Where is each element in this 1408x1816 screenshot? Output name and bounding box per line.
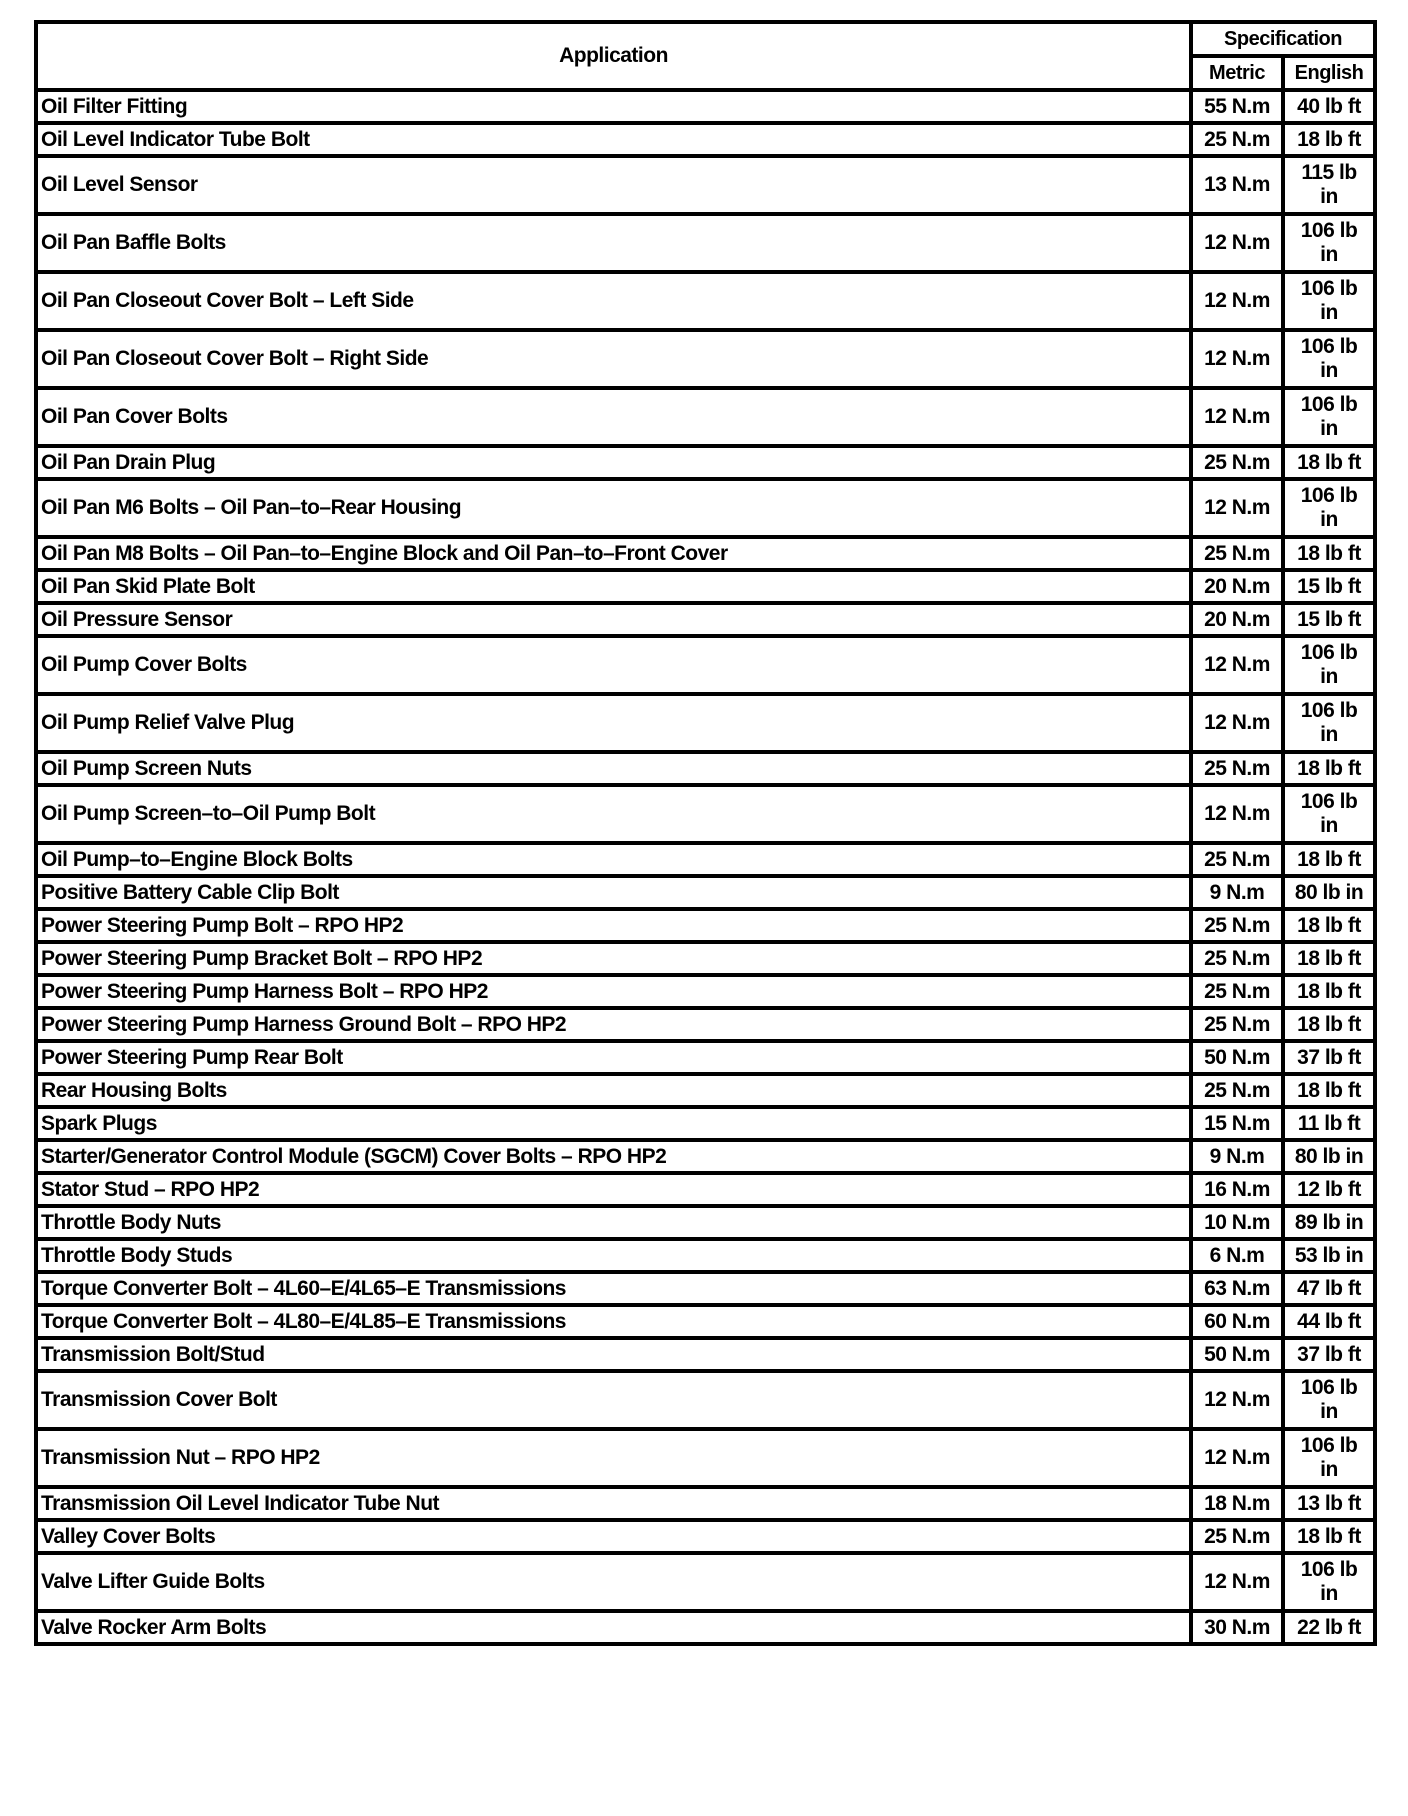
application-cell: Power Steering Pump Harness Ground Bolt – RPO HP2 bbox=[36, 1008, 1191, 1041]
application-cell: Oil Pan Closeout Cover Bolt – Right Side bbox=[36, 330, 1191, 388]
application-cell: Oil Pressure Sensor bbox=[36, 603, 1191, 636]
metric-cell: 55 N.m bbox=[1191, 90, 1283, 123]
metric-cell: 20 N.m bbox=[1191, 603, 1283, 636]
table-row bbox=[36, 1611, 1375, 1644]
table-row bbox=[36, 1041, 1375, 1074]
table-row bbox=[36, 909, 1375, 942]
application-cell: Oil Pan Baffle Bolts bbox=[36, 214, 1191, 272]
application-cell: Oil Pump Relief Valve Plug bbox=[36, 694, 1191, 752]
application-cell: Valve Lifter Guide Bolts bbox=[36, 1553, 1191, 1611]
table-row bbox=[36, 1140, 1375, 1173]
table-header bbox=[36, 22, 1375, 90]
english-cell: 15 lb ft bbox=[1283, 603, 1375, 636]
english-cell: 106 lb in bbox=[1283, 636, 1375, 694]
application-header: Application bbox=[36, 22, 1191, 90]
metric-cell: 12 N.m bbox=[1191, 272, 1283, 330]
metric-cell: 9 N.m bbox=[1191, 1140, 1283, 1173]
english-cell: 18 lb ft bbox=[1283, 942, 1375, 975]
english-cell: 106 lb in bbox=[1283, 479, 1375, 537]
table-row bbox=[36, 975, 1375, 1008]
application-cell: Oil Pump Screen–to–Oil Pump Bolt bbox=[36, 785, 1191, 843]
application-cell: Oil Pan Closeout Cover Bolt – Left Side bbox=[36, 272, 1191, 330]
application-cell: Stator Stud – RPO HP2 bbox=[36, 1173, 1191, 1206]
table-row bbox=[36, 1553, 1375, 1611]
application-cell: Transmission Bolt/Stud bbox=[36, 1338, 1191, 1371]
metric-cell: 25 N.m bbox=[1191, 909, 1283, 942]
metric-cell: 25 N.m bbox=[1191, 975, 1283, 1008]
metric-cell: 18 N.m bbox=[1191, 1487, 1283, 1520]
metric-cell: 12 N.m bbox=[1191, 214, 1283, 272]
metric-cell: 12 N.m bbox=[1191, 1371, 1283, 1429]
application-cell: Transmission Nut – RPO HP2 bbox=[36, 1429, 1191, 1487]
table-row bbox=[36, 570, 1375, 603]
table-row bbox=[36, 1429, 1375, 1487]
metric-cell: 6 N.m bbox=[1191, 1239, 1283, 1272]
table-row bbox=[36, 752, 1375, 785]
english-cell: 18 lb ft bbox=[1283, 909, 1375, 942]
metric-cell: 25 N.m bbox=[1191, 942, 1283, 975]
metric-cell: 25 N.m bbox=[1191, 843, 1283, 876]
application-cell: Positive Battery Cable Clip Bolt bbox=[36, 876, 1191, 909]
table-row bbox=[36, 1272, 1375, 1305]
metric-cell: 12 N.m bbox=[1191, 388, 1283, 446]
application-cell: Throttle Body Nuts bbox=[36, 1206, 1191, 1239]
table-row bbox=[36, 330, 1375, 388]
english-cell: 18 lb ft bbox=[1283, 1074, 1375, 1107]
english-cell: 18 lb ft bbox=[1283, 752, 1375, 785]
metric-cell: 25 N.m bbox=[1191, 1074, 1283, 1107]
english-cell: 11 lb ft bbox=[1283, 1107, 1375, 1140]
table-row bbox=[36, 876, 1375, 909]
application-cell: Power Steering Pump Harness Bolt – RPO HP2 bbox=[36, 975, 1191, 1008]
english-cell: 40 lb ft bbox=[1283, 90, 1375, 123]
table-row bbox=[36, 1520, 1375, 1553]
english-cell: 106 lb in bbox=[1283, 694, 1375, 752]
application-cell: Power Steering Pump Bolt – RPO HP2 bbox=[36, 909, 1191, 942]
english-cell: 89 lb in bbox=[1283, 1206, 1375, 1239]
metric-cell: 20 N.m bbox=[1191, 570, 1283, 603]
application-cell: Rear Housing Bolts bbox=[36, 1074, 1191, 1107]
metric-cell: 12 N.m bbox=[1191, 330, 1283, 388]
table-row bbox=[36, 1074, 1375, 1107]
application-cell: Throttle Body Studs bbox=[36, 1239, 1191, 1272]
english-cell: 12 lb ft bbox=[1283, 1173, 1375, 1206]
english-cell: 18 lb ft bbox=[1283, 123, 1375, 156]
table-row bbox=[36, 479, 1375, 537]
english-cell: 80 lb in bbox=[1283, 876, 1375, 909]
table-row bbox=[36, 90, 1375, 123]
table-row bbox=[36, 636, 1375, 694]
torque-spec-table bbox=[34, 20, 1377, 1646]
table-row bbox=[36, 942, 1375, 975]
application-cell: Spark Plugs bbox=[36, 1107, 1191, 1140]
table-row bbox=[36, 843, 1375, 876]
metric-cell: 50 N.m bbox=[1191, 1041, 1283, 1074]
table-row bbox=[36, 537, 1375, 570]
metric-cell: 30 N.m bbox=[1191, 1611, 1283, 1644]
table-row bbox=[36, 156, 1375, 214]
table-row bbox=[36, 388, 1375, 446]
application-cell: Power Steering Pump Bracket Bolt – RPO HP2 bbox=[36, 942, 1191, 975]
metric-cell: 25 N.m bbox=[1191, 1520, 1283, 1553]
english-cell: 106 lb in bbox=[1283, 785, 1375, 843]
metric-cell: 60 N.m bbox=[1191, 1305, 1283, 1338]
english-cell: 18 lb ft bbox=[1283, 537, 1375, 570]
table-row bbox=[36, 1008, 1375, 1041]
table-row bbox=[36, 603, 1375, 636]
english-cell: 47 lb ft bbox=[1283, 1272, 1375, 1305]
header-row-top bbox=[36, 22, 1375, 56]
application-cell: Torque Converter Bolt – 4L80–E/4L85–E Transmissions bbox=[36, 1305, 1191, 1338]
english-cell: 106 lb in bbox=[1283, 330, 1375, 388]
table-row bbox=[36, 446, 1375, 479]
application-cell: Oil Pan Skid Plate Bolt bbox=[36, 570, 1191, 603]
english-cell: 106 lb in bbox=[1283, 1553, 1375, 1611]
table-row bbox=[36, 1173, 1375, 1206]
english-cell: 106 lb in bbox=[1283, 388, 1375, 446]
application-cell: Oil Pump–to–Engine Block Bolts bbox=[36, 843, 1191, 876]
metric-cell: 12 N.m bbox=[1191, 1553, 1283, 1611]
english-cell: 53 lb in bbox=[1283, 1239, 1375, 1272]
english-cell: 80 lb in bbox=[1283, 1140, 1375, 1173]
table-row bbox=[36, 123, 1375, 156]
table-row bbox=[36, 214, 1375, 272]
metric-cell: 12 N.m bbox=[1191, 785, 1283, 843]
table-row bbox=[36, 694, 1375, 752]
application-cell: Oil Pan Drain Plug bbox=[36, 446, 1191, 479]
table-row bbox=[36, 1371, 1375, 1429]
table-row bbox=[36, 1338, 1375, 1371]
english-cell: 106 lb in bbox=[1283, 214, 1375, 272]
application-cell: Oil Pump Cover Bolts bbox=[36, 636, 1191, 694]
table-row bbox=[36, 1487, 1375, 1520]
english-cell: 115 lb in bbox=[1283, 156, 1375, 214]
metric-cell: 12 N.m bbox=[1191, 1429, 1283, 1487]
metric-cell: 13 N.m bbox=[1191, 156, 1283, 214]
metric-cell: 25 N.m bbox=[1191, 1008, 1283, 1041]
metric-cell: 12 N.m bbox=[1191, 479, 1283, 537]
english-header: English bbox=[1283, 56, 1375, 90]
metric-cell: 25 N.m bbox=[1191, 446, 1283, 479]
application-cell: Valve Rocker Arm Bolts bbox=[36, 1611, 1191, 1644]
english-cell: 18 lb ft bbox=[1283, 446, 1375, 479]
english-cell: 18 lb ft bbox=[1283, 1008, 1375, 1041]
table-row bbox=[36, 1239, 1375, 1272]
application-cell: Starter/Generator Control Module (SGCM) Cover Bolts – RPO HP2 bbox=[36, 1140, 1191, 1173]
table-row bbox=[36, 1107, 1375, 1140]
english-cell: 106 lb in bbox=[1283, 272, 1375, 330]
english-cell: 18 lb ft bbox=[1283, 975, 1375, 1008]
application-cell: Transmission Cover Bolt bbox=[36, 1371, 1191, 1429]
metric-cell: 50 N.m bbox=[1191, 1338, 1283, 1371]
metric-cell: 15 N.m bbox=[1191, 1107, 1283, 1140]
metric-header: Metric bbox=[1191, 56, 1283, 90]
english-cell: 106 lb in bbox=[1283, 1429, 1375, 1487]
english-cell: 37 lb ft bbox=[1283, 1338, 1375, 1371]
application-cell: Oil Pan M8 Bolts – Oil Pan–to–Engine Block and Oil Pan–to–Front Cover bbox=[36, 537, 1191, 570]
torque-spec-sheet bbox=[34, 20, 1373, 1646]
application-cell: Oil Level Indicator Tube Bolt bbox=[36, 123, 1191, 156]
english-cell: 44 lb ft bbox=[1283, 1305, 1375, 1338]
english-cell: 106 lb in bbox=[1283, 1371, 1375, 1429]
english-cell: 18 lb ft bbox=[1283, 843, 1375, 876]
application-cell: Oil Pump Screen Nuts bbox=[36, 752, 1191, 785]
application-cell: Oil Filter Fitting bbox=[36, 90, 1191, 123]
metric-cell: 63 N.m bbox=[1191, 1272, 1283, 1305]
table-row bbox=[36, 785, 1375, 843]
table-row bbox=[36, 1305, 1375, 1338]
english-cell: 13 lb ft bbox=[1283, 1487, 1375, 1520]
table-row bbox=[36, 272, 1375, 330]
english-cell: 18 lb ft bbox=[1283, 1520, 1375, 1553]
application-cell: Oil Pan M6 Bolts – Oil Pan–to–Rear Housing bbox=[36, 479, 1191, 537]
application-cell: Oil Level Sensor bbox=[36, 156, 1191, 214]
english-cell: 22 lb ft bbox=[1283, 1611, 1375, 1644]
metric-cell: 16 N.m bbox=[1191, 1173, 1283, 1206]
metric-cell: 25 N.m bbox=[1191, 537, 1283, 570]
application-cell: Power Steering Pump Rear Bolt bbox=[36, 1041, 1191, 1074]
application-cell: Transmission Oil Level Indicator Tube Nut bbox=[36, 1487, 1191, 1520]
english-cell: 15 lb ft bbox=[1283, 570, 1375, 603]
application-cell: Valley Cover Bolts bbox=[36, 1520, 1191, 1553]
table-body bbox=[36, 90, 1375, 1644]
application-cell: Oil Pan Cover Bolts bbox=[36, 388, 1191, 446]
metric-cell: 25 N.m bbox=[1191, 123, 1283, 156]
english-cell: 37 lb ft bbox=[1283, 1041, 1375, 1074]
metric-cell: 25 N.m bbox=[1191, 752, 1283, 785]
specification-header: Specification bbox=[1191, 22, 1375, 56]
application-cell: Torque Converter Bolt – 4L60–E/4L65–E Transmissions bbox=[36, 1272, 1191, 1305]
metric-cell: 12 N.m bbox=[1191, 694, 1283, 752]
metric-cell: 12 N.m bbox=[1191, 636, 1283, 694]
table-row bbox=[36, 1206, 1375, 1239]
metric-cell: 10 N.m bbox=[1191, 1206, 1283, 1239]
metric-cell: 9 N.m bbox=[1191, 876, 1283, 909]
